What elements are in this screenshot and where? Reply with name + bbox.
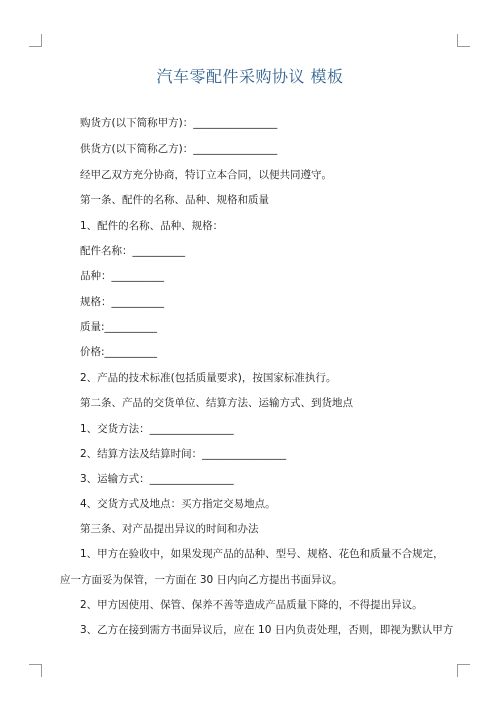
price-line: 价格:__________ — [80, 346, 158, 358]
part-name-line: 配件名称：__________ — [80, 245, 185, 257]
variety-line: 品种：__________ — [80, 270, 164, 282]
article-1-heading: 第一条、配件的名称、品种、规格和质量 — [80, 194, 269, 206]
document-title: 汽车零配件采购协议 模板 — [156, 67, 344, 86]
article-3-heading: 第三条、对产品提出异议的时间和办法 — [80, 523, 259, 535]
crop-mark-bottom-right — [457, 664, 470, 677]
article-1-item-1: 1、配件的名称、品种、规格： — [80, 220, 224, 232]
article-2-item-1: 1、交货方法：________________ — [80, 423, 234, 435]
article-3-item-1: 1、甲方在验收中，如果发现产品的品种、型号、规格、花色和质量不合规定， — [80, 548, 444, 560]
spec-line: 规格：__________ — [80, 296, 164, 308]
article-2-item-2: 2、结算方法及结算时间：________________ — [80, 448, 287, 460]
article-2-heading: 第二条、产品的交货单位、结算方法、运输方式、到货地点 — [80, 397, 353, 409]
article-3-item-2: 2、甲方因使用、保管、保养不善等造成产品质量下降的，不得提出异议。 — [80, 599, 423, 611]
article-2-item-3: 3、运输方式：________________ — [80, 473, 234, 485]
article-3-item-3: 3、乙方在接到需方书面异议后，应在 10 日内负责处理，否则，即视为默认甲方 — [80, 624, 454, 636]
buyer-line: 购货方(以下简称甲方)：________________ — [80, 117, 278, 129]
crop-mark-top-left — [29, 34, 42, 47]
article-2-item-4: 4、交货方式及地点：买方指定交易地点。 — [80, 498, 276, 510]
article-1-item-2: 2、产品的技术标准(包括质量要求)，按国家标准执行。 — [80, 372, 337, 384]
crop-mark-bottom-left — [29, 664, 42, 677]
quality-line: 质量:__________ — [80, 321, 158, 333]
crop-mark-top-right — [457, 34, 470, 47]
supplier-line: 供货方(以下简称乙方)：________________ — [80, 143, 278, 155]
intro-paragraph: 经甲乙双方充分协商，特订立本合同，以便共同遵守。 — [80, 169, 332, 181]
article-3-item-1-continued: 应一方面妥为保管，一方面在 30 日内向乙方提出书面异议。 — [60, 574, 343, 586]
